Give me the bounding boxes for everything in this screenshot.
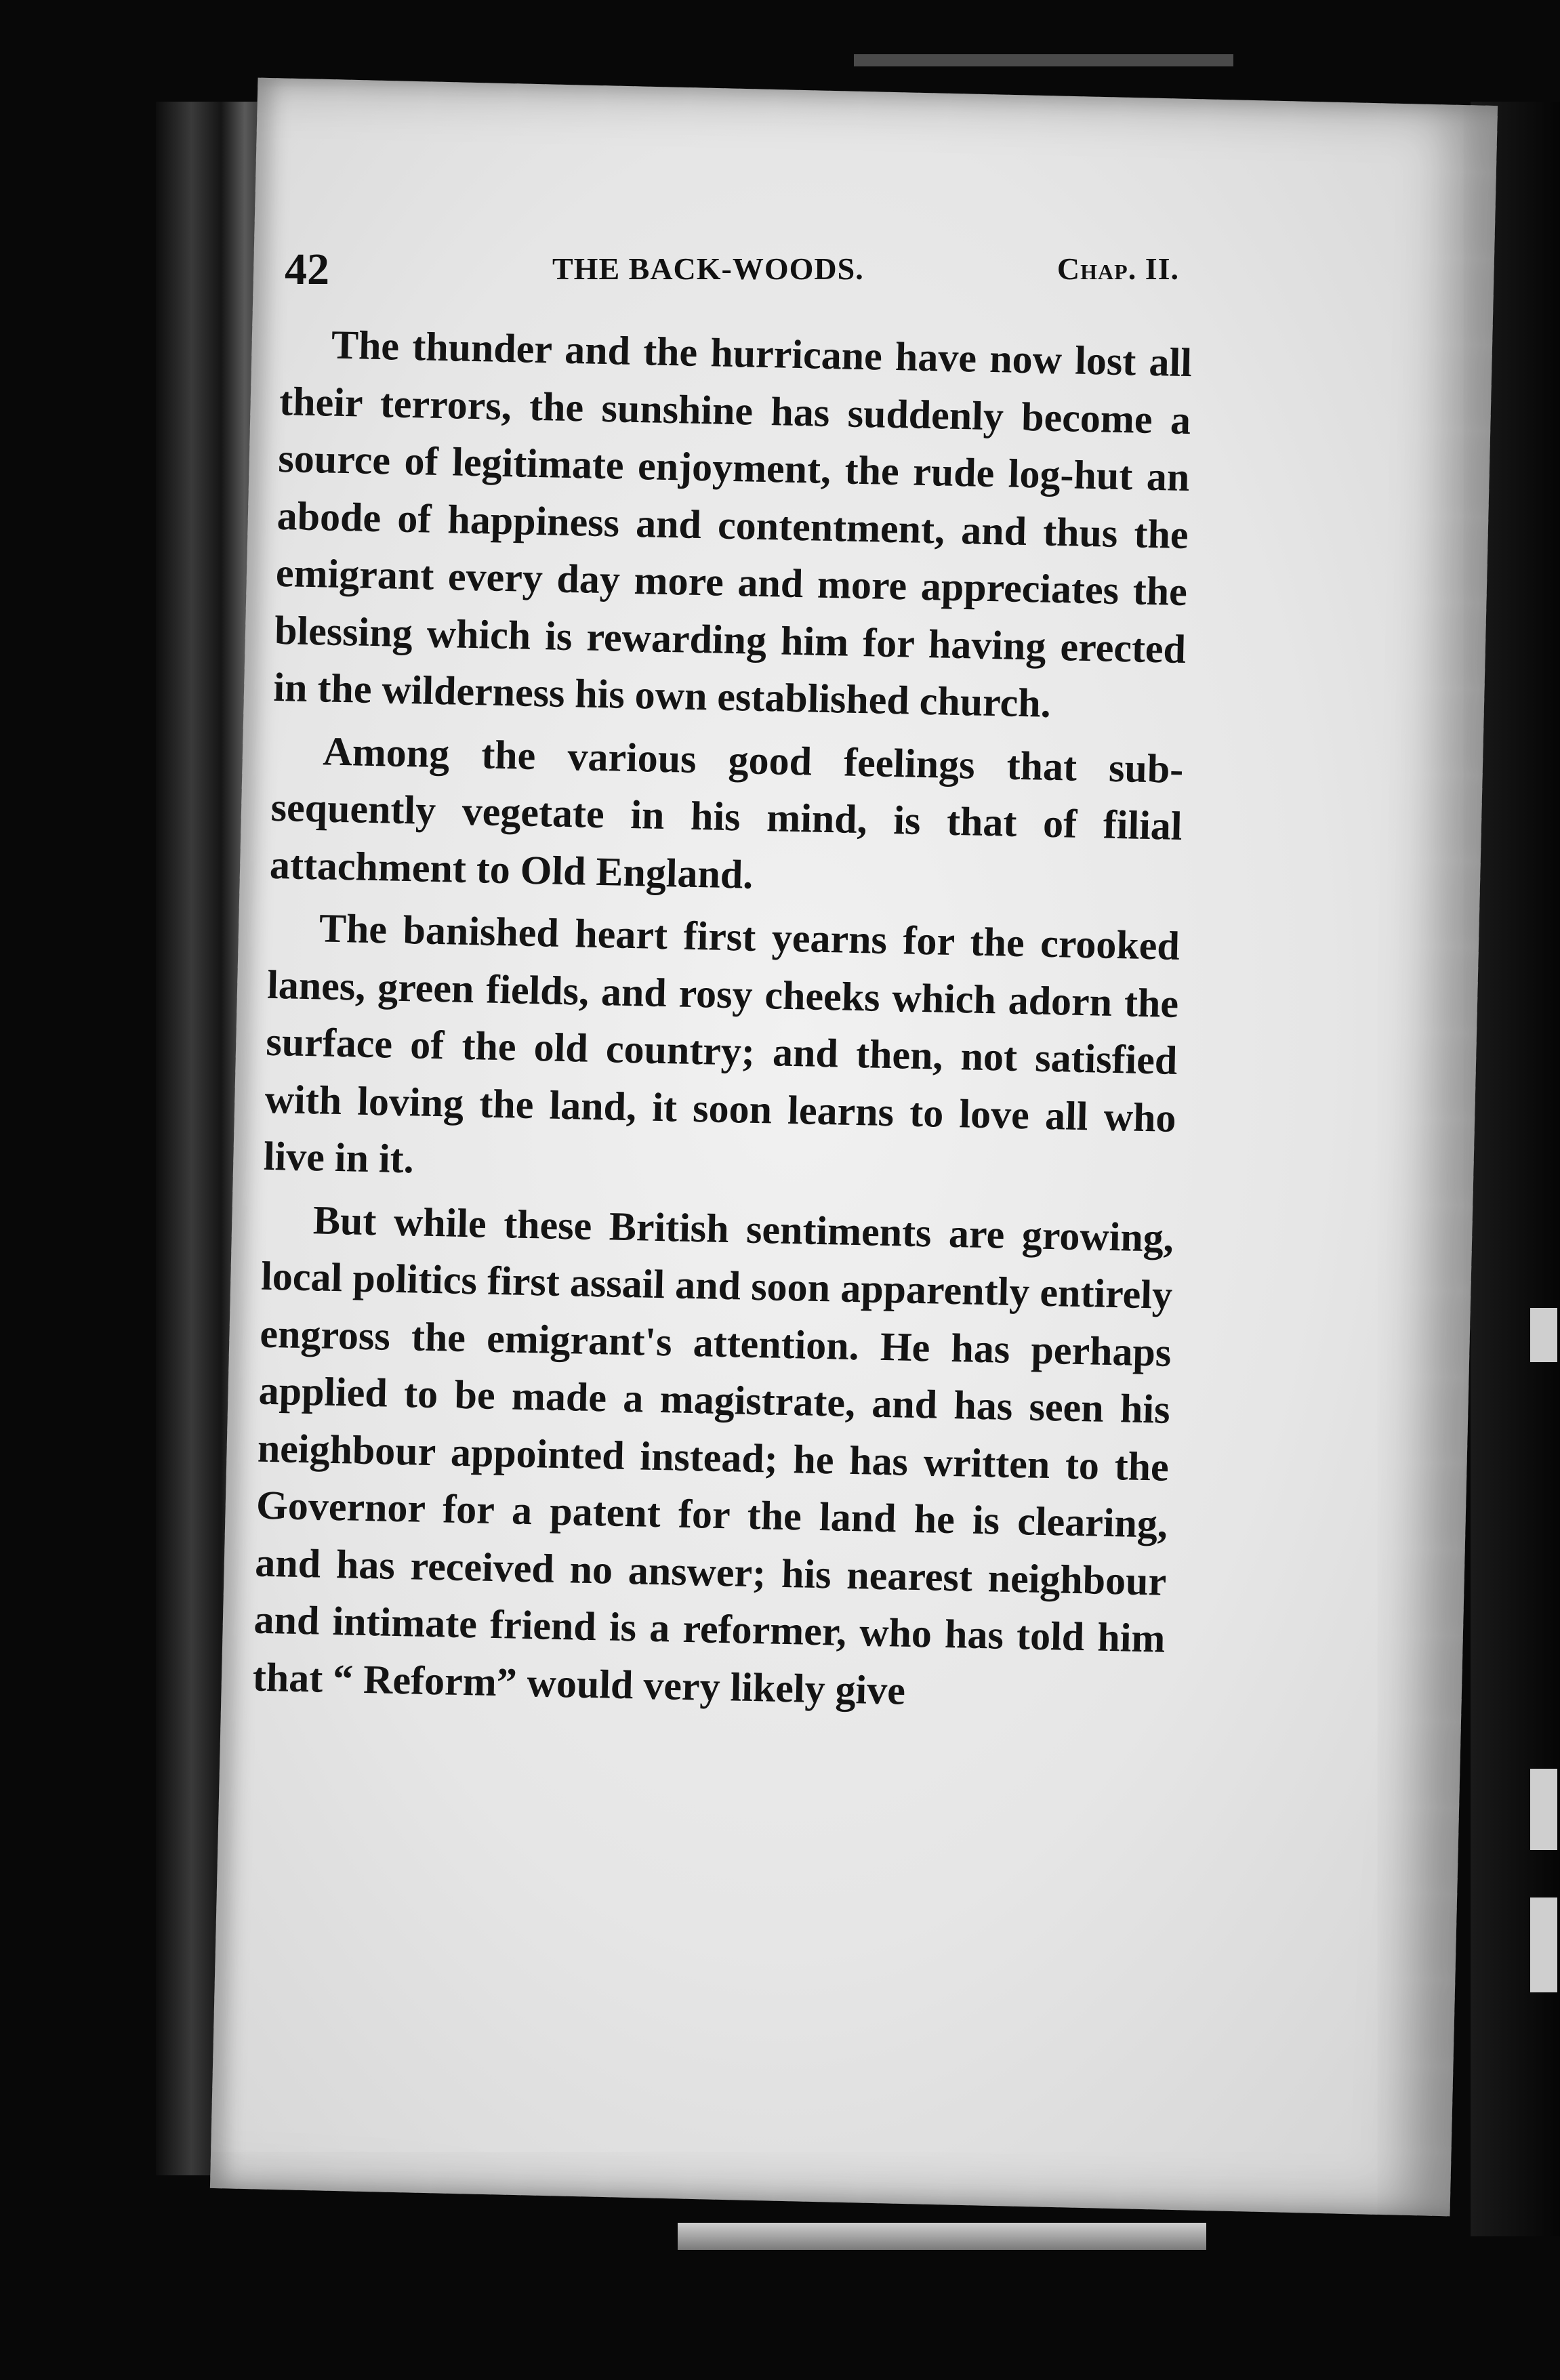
chapter-label: Chap. II. [1056, 251, 1179, 286]
bleed-mark [1530, 1308, 1557, 1362]
page-edge-bottom [678, 2223, 1206, 2250]
bleed-mark [1530, 1897, 1557, 1992]
paragraph: But while these British sentiments are growing, local politics first assail and soon apparently entirely engross the emigrant's attention. He has perhaps applied to be made a magistrate, and has seen his neighbour appointed instead; he has written to the Governor for a patent for the land he is clearing, and has received no answer; his nearest neighbour and intimate friend is a reformer, who has told him that “ Reform” would very likely give [252, 1197, 1174, 1713]
bleed-mark [1530, 1769, 1557, 1850]
page-edge-top [854, 54, 1233, 66]
page-number: 42 [285, 245, 329, 294]
paragraph: Among the various good feelings that subsequently vegetate in his mind, is that of filial attachment to Old England. [269, 728, 1184, 897]
body-text [252, 315, 1193, 1730]
paragraph: The banished heart first yearns for the crooked lanes, green fields, and rosy cheeks which adorn the surface of the old country; and then, not satisfied with loving the land, it soon learns to love all who live in it. [263, 905, 1181, 1182]
running-title: THE BACK-WOODS. [552, 251, 864, 286]
paragraph: The thunder and the hurricane have now lost all their terrors, the sunshine has suddenly become a source of legitimate enjoyment, the rude log-hut an abode of happiness and contentment, and thus the emigrant every day more and more appreciates the blessing which is rewarding him for having erected in the wilderness his own established church. [272, 322, 1193, 726]
